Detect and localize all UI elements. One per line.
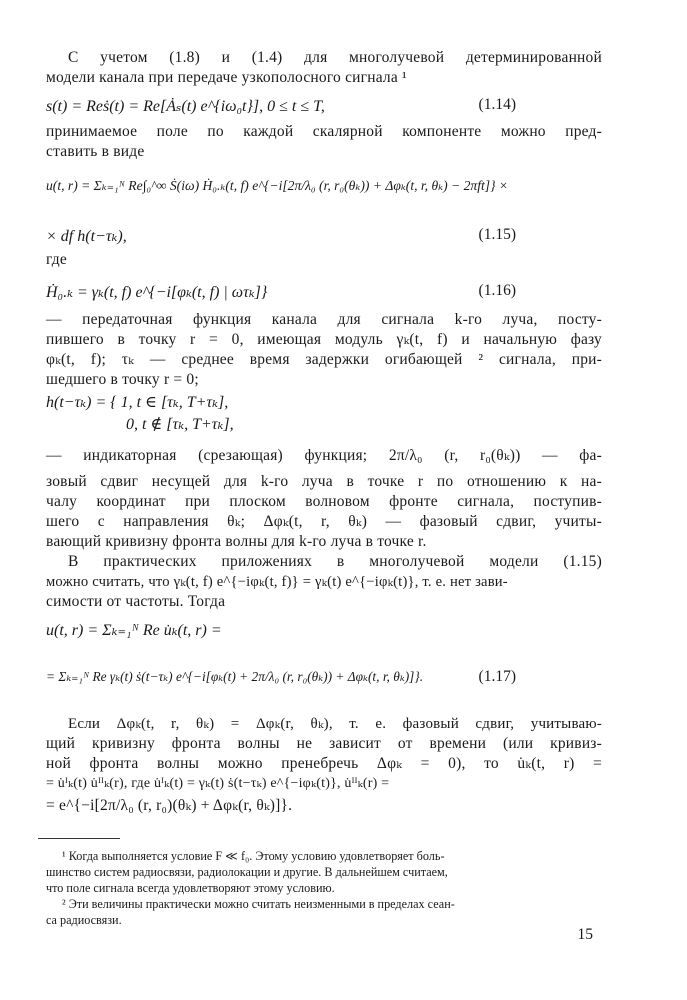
paragraph-line: вающий кривизну фронта волны для k-го луча в точке r. [46, 533, 427, 550]
paragraph-line: принимаемое поле по каждой скалярной компоненте можно пред- [46, 123, 602, 140]
footnote-divider [38, 838, 120, 839]
equation-1-16: Ḣ₀.ₖ = γₖ(t, f) e^{−i[φₖ(t, f) | ωτₖ]} (1.16) [46, 282, 516, 301]
paragraph-line: — индикаторная (срезающая) функция; 2π/λ₀ (r, r₀(θₖ)) — фа- [46, 447, 602, 464]
footnote-line: ² Эти величины практически можно считать неизменными в пределах сеан- [62, 897, 455, 911]
paragraph-line: — передаточная функция канала для сигнала k-го луча, посту- [46, 311, 602, 328]
footnote-line: са радиосвязи. [46, 913, 122, 927]
paragraph-line: В практических приложениях в многолучевой модели (1.15) [68, 553, 602, 570]
paragraph-line: зовый сдвиг несущей для k-го луча в точке r по отношению к на- [46, 473, 602, 490]
paragraph-line: φₖ(t, f); τₖ — среднее время задержки огибающей ² сигнала, при- [46, 351, 602, 368]
paragraph-line: щий кривизну фронта волны не зависит от времени (или кривиз- [46, 735, 602, 752]
footnote-line: ¹ Когда выполняется условие F ≪ f₀. Этому условию удовлетворяет боль- [62, 849, 445, 863]
paragraph-line: = e^{−i[2π/λ₀ (r, r₀)(θₖ) + Δφₖ(r, θₖ)]}. [46, 797, 293, 814]
equation-number: (1.15) [478, 226, 516, 243]
equation-1-15-part1: u(t, r) = Σₖ₌₁ᴺ Re∫₀^∞ Ṡ(iω) Ḣ₀.ₖ(t, f) e^{−i[2π/λ₀ (r, r₀(θₖ)) + Δφₖ(t, r, θₖ) − 2πft]} × [46, 178, 509, 193]
paragraph-line: симости от частоты. Тогда [46, 593, 226, 610]
equation-number: (1.16) [478, 282, 516, 299]
equation-number: (1.17) [478, 668, 516, 685]
equation-1-17-part1: u(t, r) = Σₖ₌₁ᴺ Re u̇ₖ(t, r) = [46, 622, 222, 639]
footnote-line: что поле сигнала всегда удовлетворяют этому условию. [46, 881, 335, 895]
equation-1-17-part2: = Σₖ₌₁ᴺ Re γₖ(t) ṡ(t−τₖ) e^{−i[φₖ(t) + 2π/λ₀ (r, r₀(θₖ)) + Δφₖ(t, r, θₖ)]}. (1.17) [46, 668, 516, 685]
equation-indicator-case2: 0, t ∉ [τₖ, T+τₖ], [126, 416, 234, 433]
paragraph-line: чалу координат при плоском волновом фронте сигнала, поступив- [46, 493, 602, 510]
page-number: 15 [577, 926, 593, 943]
paragraph-line: Если Δφₖ(t, r, θₖ) = Δφₖ(r, θₖ), т. е. фазовый сдвиг, учитываю- [68, 716, 602, 732]
footnote-line: шинство систем радиосвязи, радиолокации и другие. В дальнейшем считаем, [46, 865, 448, 879]
equation-1-15-part2: × df h(t−τₖ), (1.15) [46, 226, 516, 245]
paragraph-line: шего с направления θₖ; Δφₖ(t, r, θₖ) — фазовый сдвиг, учиты- [46, 513, 602, 530]
paragraph-line: модели канала при передаче узкополосного сигнала ¹ [46, 69, 407, 86]
equation-1-14: s(t) = Reṡ(t) = Re[Ȧₛ(t) e^{iω₀t}], 0 ≤ t ≤ T, (1.14) [46, 96, 516, 115]
paragraph-line: где [46, 251, 67, 268]
equation-indicator-case1: h(t−τₖ) = { 1, t ∈ [τₖ, T+τₖ], [46, 394, 229, 411]
equation-number: (1.14) [478, 96, 516, 113]
paragraph-line: ставить в виде [46, 143, 145, 160]
paragraph-line: ной фронта волны можно пренебречь Δφₖ = 0), то u̇ₖ(t, r) = [46, 755, 602, 772]
paragraph-line: = u̇ᴵₖ(t) u̇ᴵᴵₖ(r), где u̇ᴵₖ(t) = γₖ(t) ṡ(t−τₖ) e^{−iφₖ(t)}, u̇ᴵᴵₖ(r) = [46, 776, 390, 791]
paragraph-line: пившего в точку r = 0, имеющая модуль γₖ(t, f) и начальную фазу [46, 331, 602, 348]
paragraph-line: шедшего в точку r = 0; [46, 371, 199, 388]
paragraph-line: можно считать, что γₖ(t, f) e^{−iφₖ(t, f)} = γₖ(t) e^{−iφₖ(t)}, т. е. нет зави- [46, 574, 508, 590]
paragraph-line: С учетом (1.8) и (1.4) для многолучевой детерминированной [68, 49, 602, 66]
